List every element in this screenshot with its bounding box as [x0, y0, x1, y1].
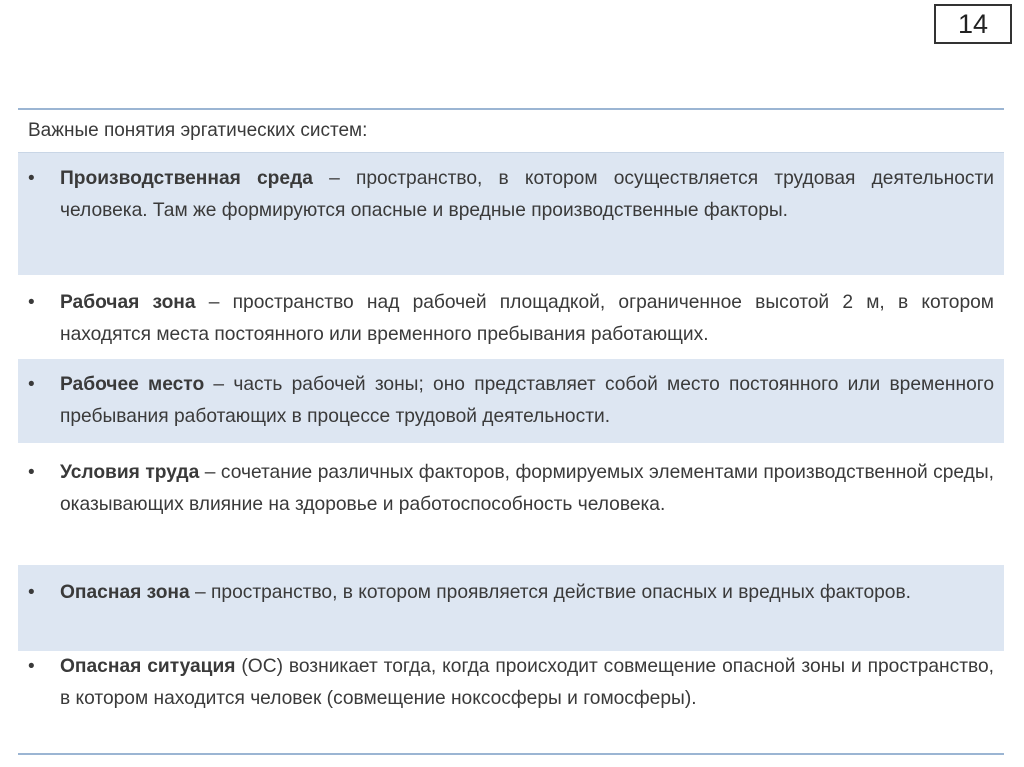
slide-number: 14 — [934, 4, 1012, 44]
definition-term: Условия труда — [60, 462, 200, 483]
definition-body: – пространство, в котором осуществляется трудовая деятельности человека. Там же формируются опасные и вредные производственные факторы. — [60, 168, 994, 221]
bullet: • — [28, 656, 35, 677]
definition-term: Опасная зона — [60, 582, 190, 603]
bullet: • — [28, 462, 35, 483]
definition-row-dangerous-situation — [18, 651, 1004, 753]
definition-text — [60, 163, 994, 227]
definition-row-work-zone — [18, 275, 1004, 359]
bullet: • — [28, 582, 35, 603]
definition-text — [60, 287, 994, 351]
definition-body: (ОС) возникает тогда, когда происходит совмещение опасной зоны и пространство, в котором находится человек (совмещение ноксосферы и гомосферы). — [60, 656, 994, 709]
definition-body: – сочетание различных факторов, формируемых элементами производственной среды, оказывающих влияние на здоровье и работоспособность человека. — [60, 462, 994, 515]
definition-body: – пространство, в котором проявляется действие опасных и вредных факторов. — [189, 582, 912, 603]
definition-term: Опасная ситуация — [60, 656, 236, 677]
definition-text — [60, 457, 994, 521]
intro-heading: Важные понятия эргатических систем: — [18, 110, 1004, 153]
definition-term: Рабочее место — [60, 374, 205, 395]
definition-term: Рабочая зона — [60, 292, 196, 313]
bullet: • — [28, 374, 35, 395]
definition-row-danger-zone — [18, 565, 1004, 651]
bullet: • — [28, 168, 35, 189]
definition-text — [60, 651, 994, 715]
bottom-rule — [18, 753, 1004, 755]
definition-body: – часть рабочей зоны; оно представляет собой место постоянного или временного пребывания работающих в процессе трудовой деятельности. — [60, 374, 994, 427]
bullet: • — [28, 292, 35, 313]
definition-term: Производственная среда — [60, 168, 313, 189]
definition-text — [60, 577, 994, 609]
definition-text — [60, 369, 994, 433]
definition-row-working-conditions — [18, 443, 1004, 565]
definition-body: – пространство над рабочей площадкой, ограниченное высотой 2 м, в котором находятся места постоянного или временного пребывания работающих. — [60, 292, 994, 345]
definition-row-production-environment — [18, 153, 1004, 275]
definitions-table — [18, 108, 1004, 755]
definition-row-workplace — [18, 359, 1004, 443]
